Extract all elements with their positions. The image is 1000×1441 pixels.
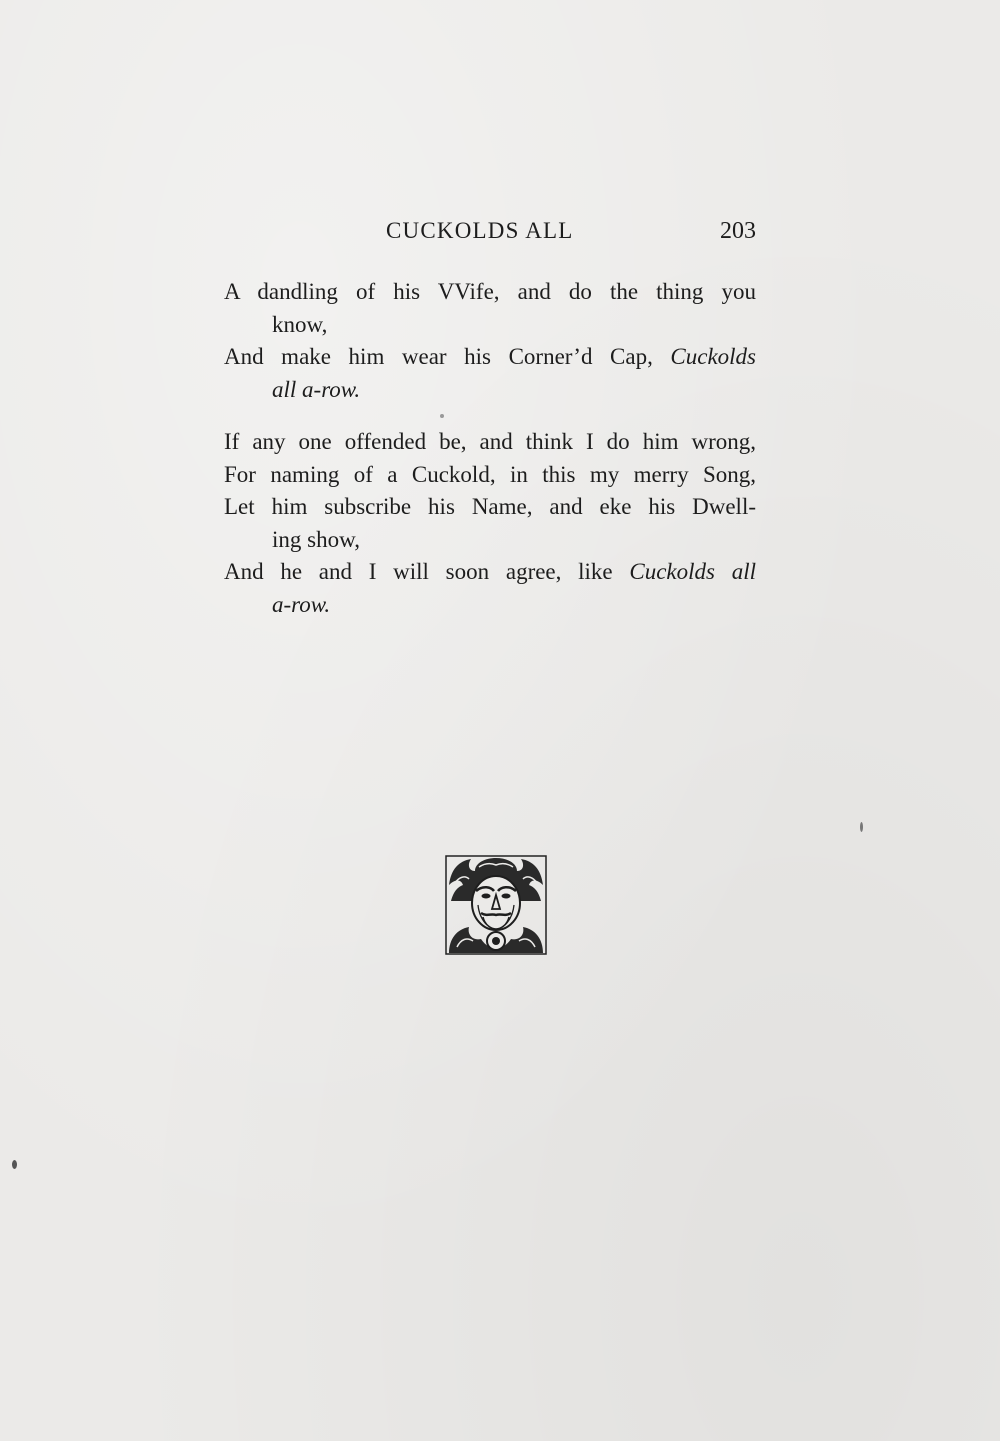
verse-line: Let him subscribe his Name, and eke his Dwell-	[224, 494, 756, 519]
ink-speck	[860, 822, 863, 832]
running-title: CUCKOLDS ALL	[386, 218, 574, 243]
ink-speck	[12, 1160, 17, 1169]
verse-line: And he and I will soon agree, like Cuckolds all	[224, 559, 756, 584]
stanza-1	[224, 276, 756, 406]
verse-line: A dandling of his VVife, and do the thing you	[224, 279, 756, 304]
verse-line-continuation	[224, 374, 756, 407]
italic-refrain: all a-row.	[272, 376, 361, 402]
italic-refrain: Cuckolds all	[629, 559, 756, 584]
ink-speck	[440, 414, 444, 418]
stanza-2	[224, 426, 756, 621]
verse-line: For naming of a Cuckold, in this my merry Song,	[224, 461, 756, 487]
italic-refrain: a-row.	[272, 591, 331, 617]
italic-refrain: Cuckolds	[670, 344, 756, 369]
green-man-mask-ornament-icon	[445, 855, 547, 955]
verse-line: If any one offended be, and think I do him wrong,	[224, 429, 756, 454]
verse-line-continuation: ing show,	[272, 526, 360, 552]
verse-line: And make him wear his Corner’d Cap, Cuckolds	[224, 344, 756, 369]
running-head	[224, 218, 756, 250]
page-number: 203	[720, 218, 756, 244]
verse-line-continuation	[224, 589, 756, 622]
verse-line-continuation: know,	[272, 311, 328, 337]
